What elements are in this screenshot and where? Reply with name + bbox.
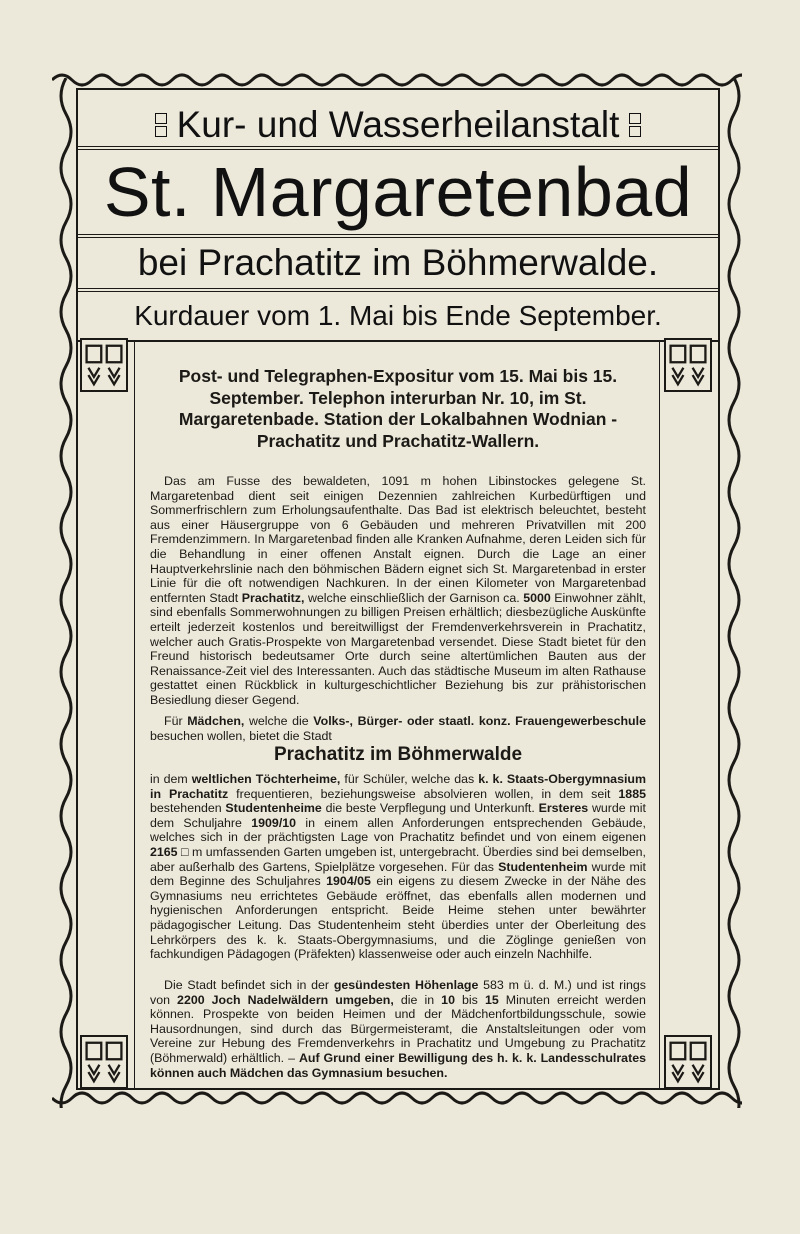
town-title: Prachatitz im Böhmerwalde bbox=[273, 744, 523, 765]
ornament-border-right bbox=[724, 78, 744, 1108]
header-line1-text: Kur- und Wasserheilanstalt bbox=[176, 104, 620, 145]
square-ornament-right bbox=[629, 112, 641, 138]
header-location: bei Prachatitz im Böhmerwalde. bbox=[78, 238, 718, 292]
corner-emblem-icon bbox=[664, 338, 712, 392]
paragraph-intro: Das am Fusse des bewaldeten, 1091 m hohen Libinstockes gelegene St. Margaretenbad dient seit einigen Dezennien zahlreichen Kurbedürftigen und Sommerfrischlern zum Erholungsaufenthalte. Das Bad ist elektrisch beleuchtet, besteht aus einer Häusergruppe von 6 Gebäuden und mehreren Privatvillen mit 200 Fremdenzimmern. In Margaretenbad finden alle Kranken Aufnahme, deren Leiden sich für die Behandlung in einer offenen Anstalt eignen. Durch die Lage an einer Hauptverkehrslinie nach den böhmischen Bädern eignet sich St. Margaretenbad in erster Linie für die oft notwendigen Nachkuren. In der einen Kilometer von Margaretenbad entfernten Stadt Prachatitz, welche einschließlich der Garnison ca. 5000 Einwohner zählt, sind ebenfalls Sommerwohnungen zu billigen Preisen erhältlich; diesbezügliche Auskünfte erteilt jederzeit kostenlos und bereitwilligst der Fremdenverkehrsverein in Prachatitz, welcher auch Gratis-Prospekte von Margaretenbad versendet. Diese Stadt bietet für den Freund historisch bedeutsamer Orte durch seine altertümlichen Bauten aus der Renaissance-Zeit viel des Interessanten. Auch das städtische Museum im alten Rathause gestattet einen Rückblick in kulturgeschichtlicher Beziehung bis zur prähistorischen Besiedlung dieser Gegend. bbox=[150, 474, 646, 707]
post-telegraph-heading: Post- und Telegraphen-Expositur vom 15. Mai bis 15. September. Telephon interurban Nr. 10, im St. Margaretenbade. Station der Lokalbahnen Wodnian - Prachatitz und Prachatitz-Wallern. bbox=[178, 366, 618, 451]
corner-emblem-icon bbox=[80, 338, 128, 392]
header-season: Kurdauer vom 1. Mai bis Ende September. bbox=[78, 292, 718, 342]
paragraph-homes: in dem weltlichen Töchterheime, für Schüler, welche das k. k. Staats-Obergymnasium in Prachatitz frequentieren, beziehungsweise absolvieren wollen, in dem seit 1885 bestehenden Studentenheime die beste Verpflegung und Unterkunft. Ersteres wurde mit dem Schuljahre 1909/10 in einem allen Anforderungen entsprechenden Gebäude, welches sich in der prächtigsten Lage von Prachatitz befindet und von einem eigenen 2165 □ m umfassenden Garten umgeben ist, untergebracht. Überdies sind bei demselben, aber außerhalb des Gartens, Spielplätze vorgesehen. Für das Studentenheim wurde mit dem Beginne des Schuljahres 1904/05 ein eigens zu diesem Zwecke in der Nähe des Gymnasiums neu errichtetes Gebäude eröffnet, das ebenfalls allen modernen und hygienischen Anforderungen entspricht. Beide Heime stehen unter bewährter pädagogischer Leitung. Das Studentenheim steht überdies unter der Oberleitung des Lehrkörpers des k. k. Staats-Obergymnasiums, und die Zöglinge genießen von fachkundigen Pädagogen (Präfekten) klassenweise oder auch einzeln Nachhilfe. bbox=[150, 772, 646, 962]
square-ornament-left bbox=[155, 112, 167, 138]
corner-emblem-icon bbox=[80, 1035, 128, 1089]
paragraph-location: Die Stadt befindet sich in der gesündesten Höhenlage 583 m ü. d. M.) und ist rings von 2200 Joch Nadelwäldern umgeben, die in 10 bis 15 Minuten erreicht werden können. Prospekte von beiden Heimen und der Mädchenfortbildungsschule, sowie Hausordnungen, sind durch das Bürgermeisteramt, die Anstaltsleitungen oder vom Vereine zur Hebung des Fremdenverkehrs in Prachatitz und Umgebung zu Prachatitz (Böhmerwald) erhältlich. – Auf Grund einer Bewilligung des h. k. k. Landesschulrates können auch Mädchen das Gymnasium besuchen. bbox=[150, 978, 646, 1080]
ornament-border-top bbox=[52, 68, 742, 88]
ornament-border-left bbox=[56, 78, 76, 1108]
paragraph-girls: Für Mädchen, welche die Volks-, Bürger- oder staatl. konz. Frauengewerbeschule besuchen wollen, bietet die Stadt bbox=[150, 714, 646, 743]
ornament-border-bottom bbox=[52, 1090, 742, 1110]
corner-emblem-icon bbox=[664, 1035, 712, 1089]
header-line1 bbox=[78, 90, 718, 150]
header-title: St. Margaretenbad bbox=[78, 150, 718, 238]
